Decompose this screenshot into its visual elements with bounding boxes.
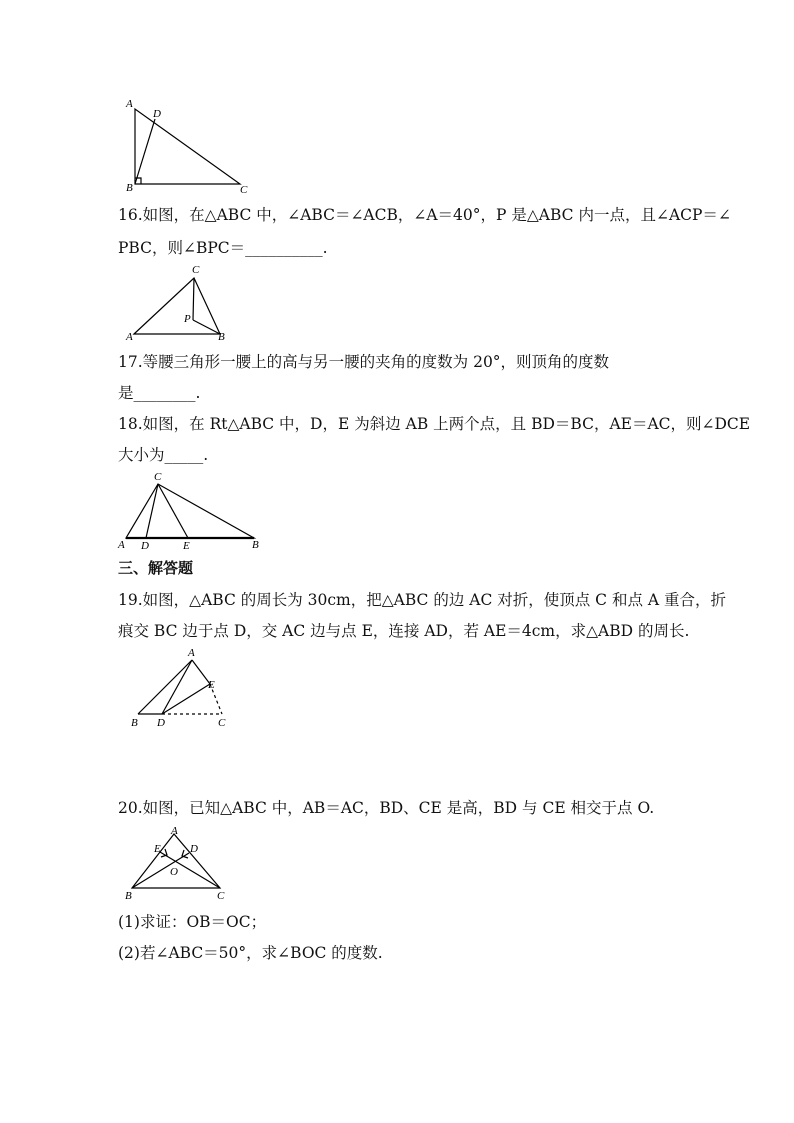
- segment-bd: [135, 119, 155, 184]
- figure-right-triangle-abc-d: [120, 95, 260, 195]
- section-title: 三、解答题: [118, 559, 194, 577]
- q18-line-2: 大小为_____.: [118, 446, 209, 464]
- triangle-abc: [134, 278, 220, 334]
- label-b: B: [252, 539, 259, 551]
- label-p: P: [184, 313, 191, 325]
- label-b: B: [131, 717, 138, 729]
- label-a: A: [188, 647, 195, 659]
- triangle-abc: [135, 109, 240, 184]
- label-c: C: [154, 471, 162, 483]
- label-d: D: [141, 540, 149, 552]
- label-c: C: [240, 184, 248, 196]
- segment-cd: [146, 484, 158, 538]
- label-d: D: [157, 717, 165, 729]
- q18-line-1: 18.如图，在 Rt△ABC 中，D，E 为斜边 AB 上两个点，且 BD＝BC，AE＝AC，则∠DCE: [118, 415, 751, 433]
- fold-line-de: [162, 684, 210, 714]
- altitude-bd: [132, 853, 189, 888]
- q16-line-2: PBC，则∠BPC＝__________.: [118, 239, 328, 257]
- label-e: E: [154, 843, 161, 855]
- label-a: A: [126, 331, 133, 343]
- q17-line-1: 17.等腰三角形一腰上的高与另一腰的夹角的度数为 20°，则顶角的度数: [118, 353, 610, 371]
- label-o: O: [170, 866, 178, 878]
- label-b: B: [218, 331, 225, 343]
- q16-line-1: 16.如图，在△ABC 中，∠ABC＝∠ACB，∠A＝40°，P 是△ABC 内一点，且∠ACP＝∠: [118, 206, 731, 224]
- label-c: C: [217, 890, 225, 902]
- label-b: B: [126, 182, 133, 194]
- label-e: E: [183, 540, 190, 552]
- figure-isosceles-altitudes: [120, 826, 240, 904]
- figure-rt-triangle-d-e: [116, 470, 276, 552]
- q17-line-2: 是________.: [118, 384, 201, 402]
- q19-line-2: 痕交 BC 边于点 D，交 AC 边与点 E，连接 AD，若 AE＝4cm，求△ABD 的周长.: [118, 622, 690, 640]
- segment-cp: [193, 278, 194, 320]
- altitude-ce: [160, 852, 220, 888]
- label-a: A: [171, 825, 178, 837]
- q20-part-2: (2)若∠ABC＝50°，求∠BOC 的度数.: [118, 944, 383, 962]
- segment-ad: [162, 660, 192, 714]
- label-a: A: [118, 539, 125, 551]
- triangle-abc: [126, 484, 254, 538]
- q20-part-1: (1)求证：OB＝OC；: [118, 913, 267, 931]
- segment-ab: [138, 660, 192, 714]
- figure-triangle-with-point-p: [122, 262, 242, 344]
- label-d: D: [153, 108, 161, 120]
- label-d: D: [190, 843, 198, 855]
- q20-intro: 20.如图，已知△ABC 中，AB＝AC，BD、CE 是高，BD 与 CE 相交于点 O.: [118, 799, 655, 817]
- segment-pb: [193, 320, 220, 334]
- figure-folded-triangle: [126, 646, 246, 732]
- label-c: C: [192, 264, 200, 276]
- label-a: A: [126, 98, 133, 110]
- label-e: E: [208, 679, 215, 691]
- q19-line-1: 19.如图，△ABC 的周长为 30cm，把△ABC 的边 AC 对折，使顶点 C 和点 A 重合，折: [118, 591, 727, 609]
- label-b: B: [125, 890, 132, 902]
- label-c: C: [218, 717, 226, 729]
